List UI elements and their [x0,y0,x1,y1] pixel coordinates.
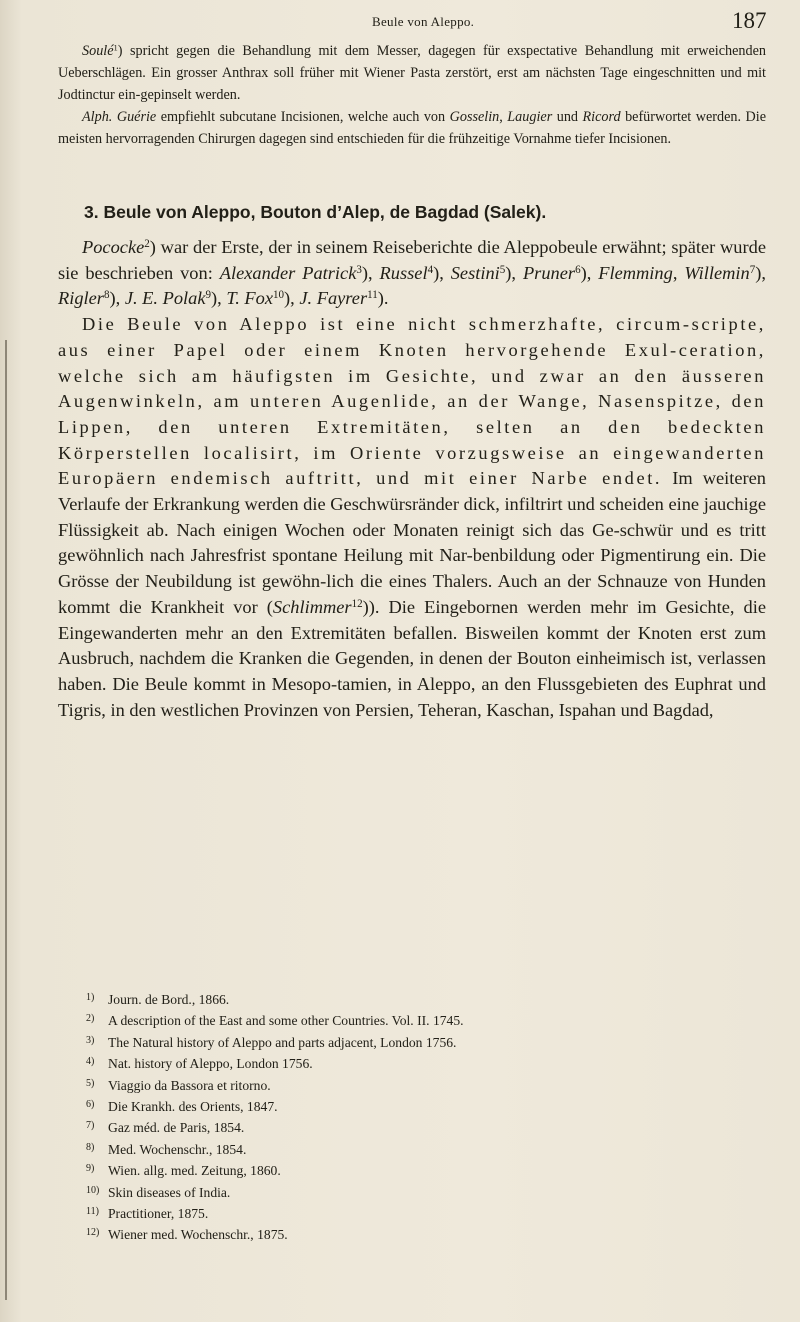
footnote-ref: 3 [356,263,362,276]
page-number: 187 [732,8,767,33]
author-name: Alph. Guérie [82,109,157,125]
footnotes [86,988,686,1245]
paragraph-text: war der Erste, der in seinem Reiseberichte die Aleppobeule erwähnt; später wurde sie beschrieben von: [58,237,766,283]
footnote-text: Practitioner, 1875. [108,1206,209,1222]
cited-author: Flemming [598,262,673,283]
author-list: Alexander Patrick$^3$), Russel$^4$), Sestini$^5$), Pruner$^6$), Flemming, Willemin$^7$), Rigler$^8$), J. E. Polak$^9$), T. Fox$^{10}$), J. Fayrer$^{11}$). [58,262,766,309]
footnote [86,1223,686,1244]
cited-author: Pruner [522,262,576,283]
footnote [86,1074,686,1095]
footnote-mark: 5) [86,1077,95,1089]
page-header [0,8,800,38]
paragraph-text: Im weiteren Verlaufe der Erkrankung werden die Geschwürsränder dick, infiltrirt und scheiden eine jauchige Flüssigkeit ab. Nach einigen Wochen oder Monaten reinigt sich das Ge-schwür und es tritt gewöhnlich nach Jahresfrist spontane Heilung mit Nar-benbildung oder Pigmentirung ein. Die Grösse der Neubildung ist gewöhn-lich die eines Thalers. Auch an der Schnauze von Hunden kommt die Krankheit vor ( [58,468,767,617]
section-paragraph-1: Pococke$^2$) war der Erste, der in seinem Reiseberichte die Aleppobeule erwähnt; später wurde sie beschrieben von: Alexander Patrick$^3$), Russel$^4$), Sestini$^5$), Pruner$^6$), Flemming, Willemin$^7$), Rigler$^8$), J. E. Polak$^9$), T. Fox$^{10}$), J. Fayrer$^{11}$). [58,237,766,309]
footnote [86,1138,686,1159]
intro-paragraph-1: Soulé$^1$) spricht gegen die Behandlung mit dem Messer, dagegen für exspectative Behandlung mit erweichenden Ueberschlägen. Ein grosser Anthrax soll früher mit Wiener Pasta zerstört, erst am nächsten Tage eingeschnitten und mit Jodtinctur ein-gepinselt werden. [58,42,766,103]
separator: , [586,262,599,283]
author-name: Schlimmer [272,596,352,617]
cited-author: Alexander Patrick [219,262,357,283]
cited-author: Russel [379,262,428,283]
footnote-ref: 6 [575,263,581,276]
footnote-text: Journ. de Bord., 1866. [108,992,230,1007]
footnote [86,1009,686,1030]
footnote-text: A description of the East and some other Countries. Vol. II. 1745. [108,1013,464,1029]
footnote [86,1181,686,1202]
footnote-mark: 1) [86,992,95,1003]
separator: , [761,262,766,283]
footnote-ref: 8 [103,289,110,302]
footnote-ref: 5 [499,263,506,276]
footnote-mark: 12) [86,1227,100,1239]
author-name: Gosselin [449,109,500,125]
footnote-mark: 6) [86,1099,95,1111]
section-title: 3. Beule von Aleppo, Bouton d’Alep, de Bagdad (Salek). [84,202,547,222]
paragraph-text: , [499,109,508,125]
separator: , [217,288,227,309]
footnote-text: Skin diseases of India. [108,1184,231,1200]
cited-author: J. Fayrer [299,288,368,309]
section-paragraph-2: Die Beule von Aleppo ist eine nicht schmerzhafte, circum-scripte, aus einer Papel oder einem Knoten hervorgehende Exul-ceration, welche sich am häufigsten im Gesichte, und zwar an den äusseren Augenwinkeln, am unteren Augenlide, an der Wange, Nasenspitze, den Lippen, den unteren Extremitäten, selten an den bedeckten Körperstellen localisirt, im Oriente vorzugsweise an eingewanderten Europäern endemisch auftritt, und mit einer Narbe endet. Im weiteren Verlaufe der Erkrankung werden die Geschwürsränder dick, infiltrirt und scheiden eine jauchige Flüssigkeit ab. Nach einigen Wochen oder Monaten reinigt sich das Ge-schwür und es tritt gewöhnlich nach Jahresfrist spontane Heilung mit Nar-benbildung oder Pigmentirung ein. Die Grösse der Neubildung ist gewöhn-lich die eines Thalers. Auch an der Schnauze von Hunden kommt die Krankheit vor (Schlimmer$^{12}$)). Die Eingebornen werden mehr im Gesichte, die Eingewanderten mehr an den Extremitäten befallen. Bisweilen kommt der Knoten erst zum Ausbruch, nachdem die Kranken die Gegenden, in denen der Bouton einheimisch ist, verlassen haben. Die Beule kommt in Mesopo-tamien, in Aleppo, an den Flussgebieten des Euphrat und Tigris, in den westlichen Provinzen von Persien, Teheran, Kaschan, Ispahan und Bagdad, [58,314,767,720]
cited-author: Sestini [450,262,500,283]
cited-author: T. Fox [226,288,273,309]
footnote-text: The Natural history of Aleppo and parts adjacent, London 1756. [108,1034,457,1050]
footnote-ref: 10 [273,289,285,302]
separator: . [383,288,389,309]
footnote-mark: 3) [86,1034,95,1046]
author-name: Soulé [82,43,114,59]
footnote [86,1052,686,1073]
footnote-text: Die Krankh. des Orients, 1847. [108,1099,278,1115]
footnote-mark: 4) [86,1056,95,1068]
footnote [86,1202,686,1223]
footnote [86,1116,686,1137]
footnote-text: Med. Wochenschr., 1854. [108,1141,247,1157]
cited-author: J. E. Polak [124,288,206,309]
author-name: Laugier [507,109,553,125]
footnote [86,1159,686,1180]
footnote [86,988,686,1009]
footnote [86,1095,686,1116]
author-name: Pococke [82,237,145,257]
separator: , [290,288,300,309]
footnote-text: Viaggio da Bassora et ritorno. [108,1077,271,1093]
footnote-mark: 8) [86,1141,95,1153]
footnote-ref: 2 [144,237,150,250]
spaced-definition-text: Die Beule von Aleppo ist eine nicht schmerzhafte, circum-scripte, aus einer Papel oder einem Knoten hervorgehende Exul-ceration, welche sich am häufigsten im Gesichte, und zwar an den äusseren Augenwinkeln, am unteren Augenlide, an der Wange, Nasenspitze, den Lippen, den unteren Extremitäten, selten an den bedeckten Körperstellen localisirt, im Oriente vorzugsweise an eingewanderten Europäern endemisch auftritt, und mit einer Narbe endet. [58,314,766,489]
footnote-ref: 11 [367,289,378,302]
paragraph-text: und [552,109,583,125]
separator: , [368,262,380,283]
footnote-ref: 7 [749,263,756,276]
footnote-text: Gaz méd. de Paris, 1854. [108,1120,245,1136]
footnote-ref: 4 [427,263,434,276]
separator: , [672,262,685,283]
running-head: Beule von Aleppo. [372,14,475,29]
cited-author: Willemin [684,262,750,283]
intro-text [58,40,766,150]
cited-author: Rigler [58,288,104,309]
separator: , [115,288,125,309]
paragraph-text: spricht gegen die Behandlung mit dem Messer, dagegen für exspectative Behandlung mit erweichenden Ueberschlägen. Ein grosser Anthrax soll früher mit Wiener Pasta zerstört, erst am nächsten Tage eingeschnitten und mit Jodtinctur ein-gepinselt werden. [58,43,766,103]
footnote-ref: 9 [205,289,212,302]
footnote-mark: 2) [86,1013,95,1025]
paragraph-text: befürwortet werden. Die meisten hervorragenden Chirurgen dagegen sind entschieden für die frühzeitige Vornahme tiefer Incisionen. [58,109,766,147]
footnote-mark: 9) [86,1163,95,1175]
footnote-mark: 10) [86,1184,100,1196]
intro-paragraph-2 [58,106,766,150]
section-body [58,235,766,723]
page-edge-shadow [5,340,7,1300]
footnote-text: Wien. allg. med. Zeitung, 1860. [108,1163,281,1179]
footnote-text: Wiener med. Wochenschr., 1875. [108,1227,288,1243]
paragraph-text: empfiehlt subcutane Incisionen, welche auch von [156,109,450,125]
paragraph-text: ). Die Eingebornen werden mehr im Gesichte, die Eingewanderten mehr an den Extremitäten befallen. Bisweilen kommt der Knoten erst zum Ausbruch, nachdem die Kranken die Gegenden, in denen der Bouton einheimisch ist, verlassen haben. Die Beule kommt in Mesopo-tamien, in Aleppo, an den Flussgebieten des Euphrat und Tigris, in den westlichen Provinzen von Persien, Teheran, Kaschan, Ispahan und Bagdad, [58,596,766,720]
author-name: Ricord [582,109,621,125]
footnote-ref: 12 [351,597,363,610]
footnote-text: Nat. history of Aleppo, London 1756. [108,1056,313,1072]
footnote-mark: 11) [86,1206,99,1218]
footnote-ref: 1 [113,42,118,53]
footnote-mark: 7) [86,1120,95,1132]
footnote [86,1031,686,1052]
separator: , [439,262,451,283]
separator: , [511,262,523,283]
